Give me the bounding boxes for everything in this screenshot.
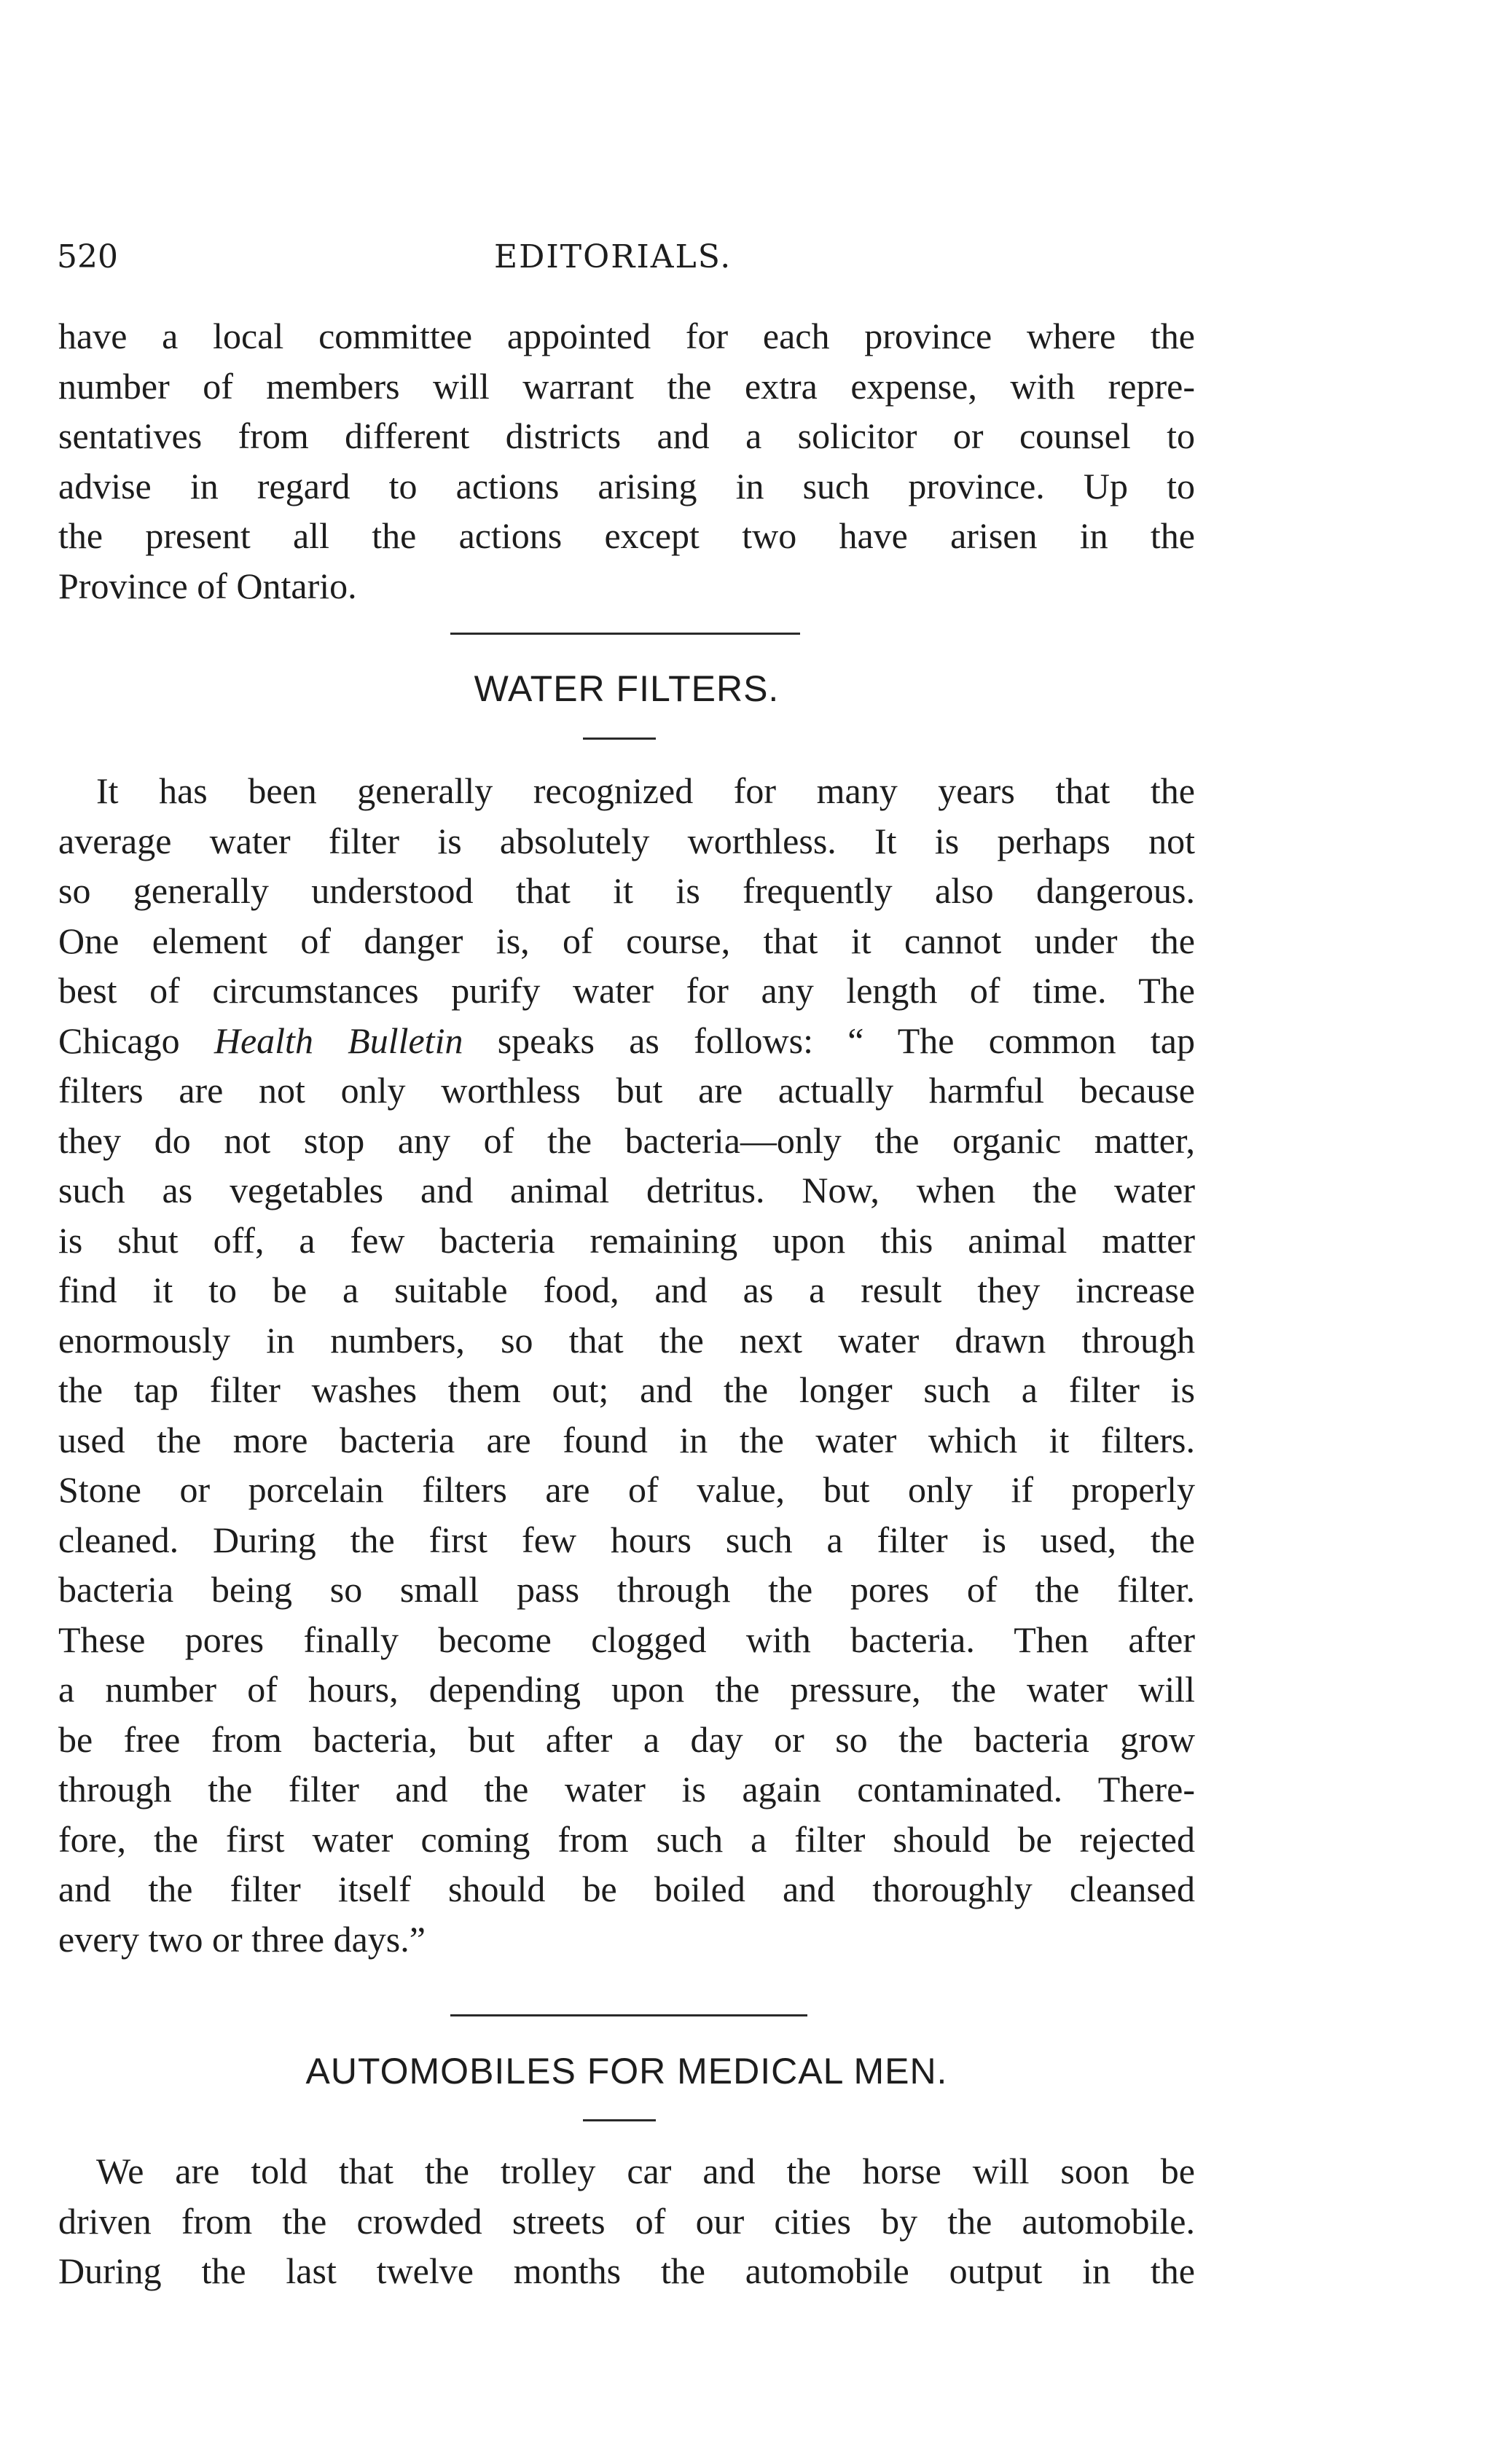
text-line: be free from bacteria, but after a day or so the bacteria grow (58, 1718, 1195, 1760)
page-header (57, 232, 1223, 283)
text-fragment: Chicago (58, 1020, 214, 1061)
text-line: advise in regard to actions arising in such province. Up to (58, 465, 1195, 506)
text-line: We are told that the trolley car and the horse will soon be (96, 2151, 1195, 2191)
automobiles-paragraph (58, 2146, 1195, 2296)
text-line: through the filter and the water is again contaminated. There- (58, 1769, 1195, 1810)
title-underline-rule (583, 738, 656, 740)
text-line: the tap filter washes them out; and the longer such a filter is (58, 1369, 1195, 1410)
text-line: every two or three days.” (58, 1918, 426, 1960)
text-line: It has been generally recognized for many years that the (96, 770, 1195, 811)
text-line: number of members will warrant the extra expense, with repre- (58, 365, 1195, 407)
text-line: bacteria being so small pass through the pores of the filter. (58, 1569, 1195, 1610)
text-line: average water filter is absolutely worthless. It is perhaps not (58, 820, 1195, 861)
text-line: best of circumstances purify water for any length of time. The (58, 970, 1195, 1011)
intro-paragraph (58, 311, 1195, 611)
title-underline-rule (583, 2119, 656, 2121)
text-line: is shut off, a few bacteria remaining upon this animal matter (58, 1219, 1195, 1261)
section-title-water-filters: WATER FILTERS. (474, 668, 780, 709)
text-line: and the filter itself should be boiled and thoroughly cleansed (58, 1869, 1195, 1909)
text-line: find it to be a suitable food, and as a result they increase (58, 1269, 1195, 1310)
running-head: EDITORIALS. (494, 238, 732, 275)
text-line: have a local committee appointed for each province where the (58, 316, 1195, 356)
text-line: such as vegetables and animal detritus. Now, when the water (58, 1170, 1195, 1210)
text-line: Province of Ontario. (58, 565, 357, 606)
page-number: 520 (57, 238, 118, 275)
text-line: enormously in numbers, so that the next water drawn through (58, 1319, 1195, 1361)
italic-publication-title: Health Bulletin (214, 1020, 463, 1061)
text-line: fore, the first water coming from such a filter should be rejected (58, 1818, 1195, 1860)
text-line: so generally understood that it is frequently also dangerous. (58, 870, 1195, 911)
text-line: One element of danger is, of course, that it cannot under the (58, 920, 1195, 961)
text-line: used the more bacteria are found in the water which it filters. (58, 1419, 1195, 1460)
text-line: driven from the crowded streets of our cities by the automobile. (58, 2200, 1195, 2242)
section-divider-rule (450, 633, 800, 635)
text-line: These pores finally become clogged with bacteria. Then after (58, 1619, 1195, 1660)
text-line: a number of hours, depending upon the pressure, the water will (58, 1669, 1195, 1710)
section-title-automobiles: AUTOMOBILES FOR MEDICAL MEN. (305, 2051, 948, 2092)
text-line: During the last twelve months the automobile output in the (58, 2250, 1195, 2291)
text-line: cleaned. During the first few hours such a filter is used, the (58, 1519, 1195, 1560)
water-filters-paragraph (58, 766, 1195, 1964)
text-line: they do not stop any of the bacteria—only the organic matter, (58, 1119, 1195, 1161)
text-line: Stone or porcelain filters are of value, but only if properly (58, 1469, 1195, 1510)
text-line: sentatives from different districts and a solicitor or counsel to (58, 415, 1195, 456)
text-line-with-italic (58, 1016, 1195, 1066)
text-line: filters are not only worthless but are actually harmful because (58, 1070, 1195, 1111)
section-divider-rule (450, 2014, 807, 2016)
text-line: the present all the actions except two have arisen in the (58, 515, 1195, 556)
text-fragment: speaks as follows: “ The common tap (463, 1020, 1195, 1061)
